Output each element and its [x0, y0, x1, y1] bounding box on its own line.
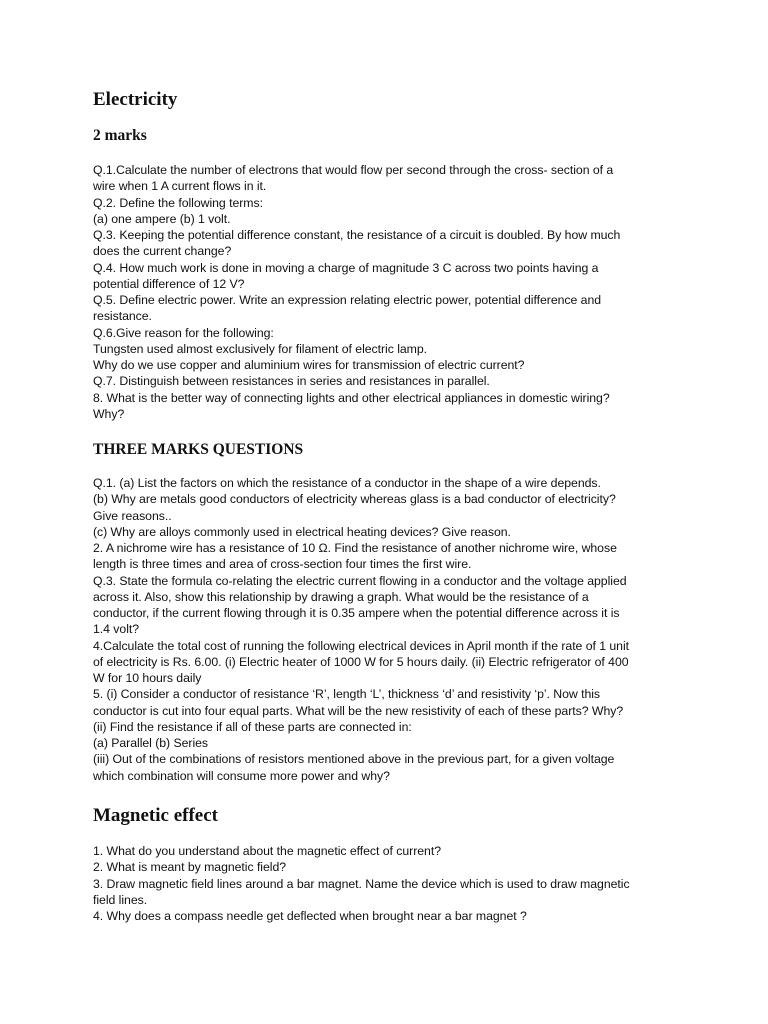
text-line: Q.6.Give reason for the following: [93, 325, 274, 340]
text-line: (iii) Out of the combinations of resistors mentioned above in the previous part, for a given voltage [93, 752, 615, 767]
section-title-electricity: Electricity [93, 89, 178, 110]
text-line: 3. Draw magnetic field lines around a bar magnet. Name the device which is used to draw magnetic [93, 876, 630, 891]
text-line: conductor is cut into four equal parts. What will be the new resistivity of each of these parts? Why? [93, 703, 624, 718]
text-line: Q.3. State the formula co-relating the electric current flowing in a conductor and the voltage applied [93, 573, 627, 588]
text-line: Q.4. How much work is done in moving a charge of magnitude 3 C across two points having a [93, 260, 599, 275]
text-line: 2. What is meant by magnetic field? [93, 860, 287, 875]
text-line: (c) Why are alloys commonly used in electrical heating devices? Give reason. [93, 524, 511, 539]
text-line: Tungsten used almost exclusively for filament of electric lamp. [93, 341, 428, 356]
text-line: (a) Parallel (b) Series [93, 736, 209, 750]
text-line: 4. Why does a compass needle get deflected when brought near a bar magnet ? [93, 909, 527, 923]
text-line: Why do we use copper and aluminium wires for transmission of electric current? [93, 358, 525, 372]
text-line: Why? [93, 406, 125, 421]
text-line: 1. What do you understand about the magnetic effect of current? [93, 844, 441, 858]
text-line: resistance. [93, 309, 152, 324]
text-line: 1.4 volt? [93, 622, 140, 637]
text-line: Q.5. Define electric power. Write an expression relating electric power, potential difference and [93, 293, 602, 307]
text-line: 2. A nichrome wire has a resistance of 10 Ω. Find the resistance of another nichrome wire, whose [93, 541, 617, 555]
text-line: 4.Calculate the total cost of running the following electrical devices in April month if the rate of 1 unit [93, 638, 630, 653]
text-line: Q.1.Calculate the number of electrons that would flow per second through the cross- section of a [93, 163, 614, 177]
section-title-magnetic-effect: Magnetic effect [93, 805, 219, 826]
text-line: W for 10 hours daily [93, 671, 202, 685]
electricity-questions [93, 162, 683, 422]
text-line: Q.3. Keeping the potential difference constant, the resistance of a circuit is doubled. By how much [93, 228, 621, 242]
text-line: Q.7. Distinguish between resistances in series and resistances in parallel. [93, 374, 490, 389]
text-line: which combination will consume more power and why? [93, 768, 390, 783]
section-title-three-marks: THREE MARKS QUESTIONS [93, 441, 304, 458]
text-line: across it. Also, show this relationship by drawing a graph. What would be the resistance of a [93, 589, 589, 604]
text-line: field lines. [93, 892, 148, 907]
text-line: does the current change? [93, 244, 232, 259]
text-line: conductor, if the current flowing through it is 0.35 ampere when the potential difference across it is [93, 606, 620, 620]
text-line: Give reasons.. [93, 508, 172, 523]
text-line: wire when 1 A current flows in it. [93, 179, 267, 194]
text-line: (b) Why are metals good conductors of electricity whereas glass is a bad conductor of electricity? [93, 492, 616, 507]
text-line: of electricity is Rs. 6.00. (i) Electric heater of 1000 W for 5 hours daily. (ii) Electric refrigerator of 400 [93, 654, 629, 669]
text-line: potential difference of 12 V? [93, 276, 245, 291]
text-line: 5. (i) Consider a conductor of resistance ‘R’, length ‘L’, thickness ‘d’ and resistivity ‘p’. Now this [93, 687, 601, 702]
text-line: 8. What is the better way of connecting lights and other electrical appliances in domestic wiring? [93, 390, 610, 405]
magnetic-effect-questions [93, 843, 683, 924]
text-line: (ii) Find the resistance if all of these parts are connected in: [93, 719, 412, 734]
three-marks-questions [93, 475, 683, 784]
text-line: (a) one ampere (b) 1 volt. [93, 211, 231, 226]
text-line: length is three times and area of cross-section four times the first wire. [93, 557, 472, 572]
text-line: Q.2. Define the following terms: [93, 195, 263, 210]
text-line: Q.1. (a) List the factors on which the resistance of a conductor in the shape of a wire depends. [93, 476, 601, 490]
section-subtitle-2-marks: 2 marks [93, 127, 147, 144]
